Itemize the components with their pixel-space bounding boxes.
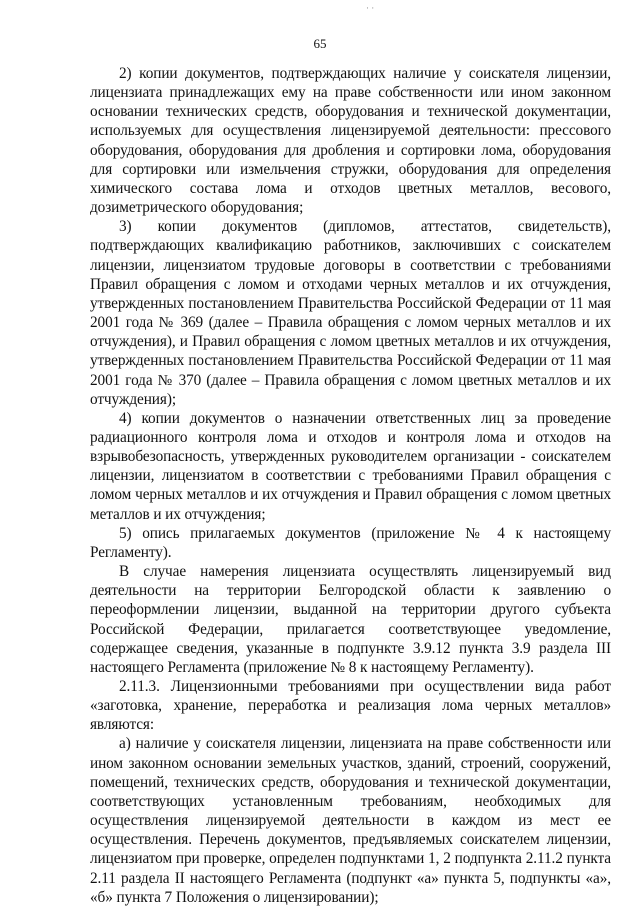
document-body bbox=[90, 64, 611, 907]
paragraph-relicense-notice: В случае намерения лицензиата осуществлять лицензируемый вид деятельности на территории Белгородской области к заявлению о переоформлении лицензии, выданной на территории другого субъекта Российской Федерации, прилагается соответствующее уведомление, содержащее сведения, указанные в подпункте 3.9.12 пункта 3.9 раздела III настоящего Регламента (приложение № 8 к настоящему Регламенту). bbox=[90, 563, 611, 676]
paragraph-item-4: 4) копии документов о назначении ответственных лиц за проведение радиационного контроля лома и отходов и контроля лома и отходов на взрывобезопасность, утвержденных руководителем организации - соискателем лицензии, лицензиатом в соответствии с требованиями Правил обращения с ломом черных металлов и их отчуждения и Правил обращения с ломом цветных металлов и их отчуждения; bbox=[90, 409, 611, 523]
scan-artifact: · · bbox=[366, 3, 375, 13]
paragraph-requirement-a: а) наличие у соискателя лицензии, лицензиата на праве собственности или ином законном основании земельных участков, зданий, строений, сооружений, помещений, технических средств, оборудования и технической документации, соответствующих установленным требованиям, необходимых для осуществления лицензируемой деятельности в каждом из мест ее осуществления. Перечень документов, предъявляемых соискателем лицензии, лицензиатом при проверке, определен подпунктами 1, 2 подпункта 2.11.2 пункта 2.11 раздела II настоящего Регламента (подпункт «а» пункта 5, подпункты «а», «б» пункта 7 Положения о лицензировании); bbox=[90, 735, 611, 906]
paragraph-item-5: 5) опись прилагаемых документов (приложение № 4 к настоящему Регламенту). bbox=[90, 524, 611, 561]
paragraph-item-2: 2) копии документов, подтверждающих наличие у соискателя лицензии, лицензиата принадлежащих ему на праве собственности или ином законном основании технических средств, оборудования и технической документации, используемых для осуществления лицензируемой деятельности: прессового оборудования, оборудования для дробления и сортировки лома, оборудования для сортировки или измельчения стружки, оборудования для определения химического состава лома и отходов цветных металлов, весового, дозиметрического оборудования; bbox=[90, 65, 611, 217]
page-number: 65 bbox=[313, 36, 327, 51]
paragraph-item-3: 3) копии документов (дипломов, аттестатов, свидетельств), подтверждающих квалификацию работников, заключивших с соискателем лицензии, лицензиатом трудовые договоры в соответствии с требованиями Правил обращения с ломом и отходами черных металлов и их отчуждения, утвержденных постановлением Правительства Российской Федерации от 11 мая 2001 года № 369 (далее – Правила обращения с ломом черных металлов и их отчуждения), и Правил обращения с ломом цветных металлов и их отчуждения, утвержденных постановлением Правительства Российской Федерации от 11 мая 2001 года № 370 (далее – Правила обращения с ломом цветных металлов и их отчуждения); bbox=[90, 218, 611, 408]
paragraph-section-2-11-3: 2.11.3. Лицензионными требованиями при осуществлении вида работ «заготовка, хранение, переработка и реализация лома черных металлов» являются: bbox=[90, 678, 611, 734]
